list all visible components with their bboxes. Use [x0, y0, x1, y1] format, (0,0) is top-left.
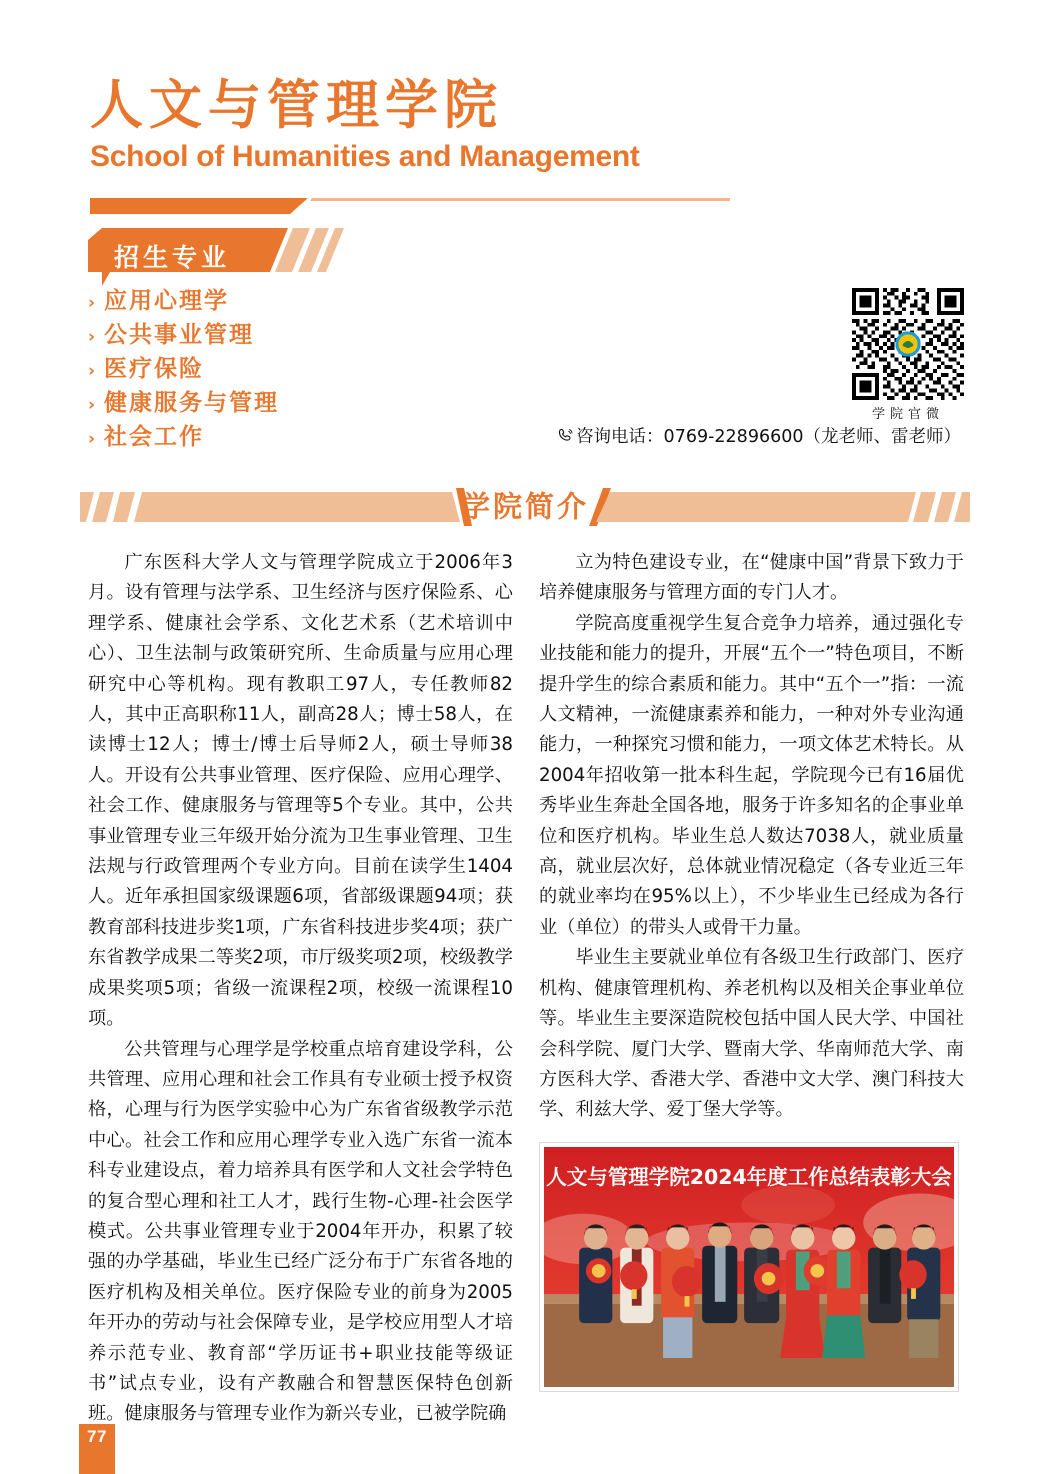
major-item	[88, 358, 468, 381]
major-item	[88, 324, 468, 347]
intro-columns	[88, 548, 964, 1430]
intro-paragraph: 立为特色建设专业，在“健康中国”背景下致力于培养健康服务与管理方面的专门人才。	[539, 552, 964, 604]
chevron-right-icon: ›	[88, 361, 98, 381]
intro-column-left	[88, 548, 513, 1430]
qr-caption: 学院官微	[871, 407, 944, 422]
official-wechat-qr	[852, 288, 964, 422]
page-number: 77	[79, 1424, 115, 1474]
admissions-tag	[88, 228, 388, 280]
page-title-cn: 人文与管理学院	[90, 75, 503, 136]
page-title-en: School of Humanities and Management	[90, 139, 640, 173]
section-banner	[80, 474, 970, 536]
major-label: 应用心理学	[104, 288, 230, 314]
section-title: 学院简介	[460, 489, 590, 524]
intro-paragraph: 毕业生主要就业单位有各级卫生行政部门、医疗机构、健康管理机构、养老机构以及相关企事业单位等。毕业生主要深造院校包括中国人民大学、中国社会科学院、厦门大学、暨南大学、华南师范大学、南方医科大学、香港大学、香港中文大学、澳门科技大学、利兹大学、爱丁堡大学等。	[539, 947, 964, 1121]
majors-list	[88, 290, 468, 460]
admissions-tag-label: 招生专业	[114, 243, 231, 272]
intro-paragraph: 公共管理与心理学是学校重点培育建设学科，公共管理、应用心理和社会工作具有专业硕士授予权资格，心理与行为医学实验中心为广东省省级教学示范中心。社会工作和应用心理学专业入选广东省一流本科专业建设点，着力培养具有医学和人文社会学特色的复合型心理和社工人才，践行生物-心理-社会医学模式。公共事业管理专业于2004年开办，积累了较强的办学基础，毕业生已经广泛分布于广东省各地的医疗机构及相关单位。医疗保险专业的前身为2005年开办的劳动与社会保障专业，是学校应用型人才培养示范专业、教育部“学历证书+职业技能等级证书”试点专业，设有产教融合和智慧医保特色创新班。健康服务与管理专业作为新兴专业，已被学院确	[88, 1038, 513, 1425]
page-header	[90, 75, 990, 174]
contact-text: 咨询电话：0769-22896600（龙老师、雷老师）	[576, 427, 961, 447]
major-label: 公共事业管理	[104, 322, 255, 348]
group-photo	[544, 1147, 954, 1387]
contact-line	[557, 423, 961, 448]
intro-paragraph: 广东医科大学人文与管理学院成立于2006年3月。设有管理与法学系、卫生经济与医疗保险系、心理学系、健康社会学系、文化艺术系（艺术培训中心）、卫生法制与政策研究所、生命质量与应用心理研究中心等机构。现有教职工97人，专任教师82人，其中正高职称11人，副高28人；博士58人，在读博士12人；博士/博士后导师2人，硕士导师38人。开设有公共事业管理、医疗保险、应用心理学、社会工作、健康服务与管理等5个专业。其中，公共事业管理专业三年级开始分流为卫生事业管理、卫生法规与行政管理两个专业方向。目前在读学生1404人。近年承担国家级课题6项，省部级课题94项；获教育部科技进步奖1项，广东省科技进步奖4项；获广东省教学成果二等奖2项，市厅级奖项2项，校级教学成果奖项5项；省级一流课程2项，校级一流课程10项。	[88, 552, 513, 1030]
chevron-right-icon: ›	[88, 293, 98, 313]
chevron-right-icon: ›	[88, 395, 98, 415]
major-item	[88, 426, 468, 449]
intro-paragraph: 学院高度重视学生复合竞争力培养，通过强化专业技能和能力的提升，开展“五个一”特色项目，不断提升学生的综合素质和能力。其中“五个一”指：一流人文精神，一流健康素养和能力，一种对外专业沟通能力，一种探究习惯和能力，一项文体艺术特长。从2004年招收第一批本科生起，学院现今已有16届优秀毕业生奔赴全国各地，服务于许多知名的企事业单位和医疗机构。毕业生总人数达7038人，就业质量高，就业层次好，总体就业情况稳定（各专业近三年的就业率均在95%以上），不少毕业生已经成为各行业（单位）的带头人或骨干力量。	[539, 612, 964, 938]
photo-frame	[539, 1142, 959, 1392]
major-label: 健康服务与管理	[104, 390, 280, 416]
major-label: 医疗保险	[104, 356, 205, 382]
chevron-right-icon: ›	[88, 327, 98, 347]
phone-icon	[557, 427, 574, 444]
major-item	[88, 392, 468, 415]
header-rule-decoration	[90, 198, 730, 214]
photo-banner-text: 人文与管理学院2024年度工作总结表彰大会	[546, 1164, 952, 1189]
major-item	[88, 290, 468, 313]
chevron-right-icon: ›	[88, 429, 98, 449]
intro-column-right	[539, 548, 964, 1430]
major-label: 社会工作	[104, 424, 205, 450]
qr-code-icon	[852, 288, 964, 400]
